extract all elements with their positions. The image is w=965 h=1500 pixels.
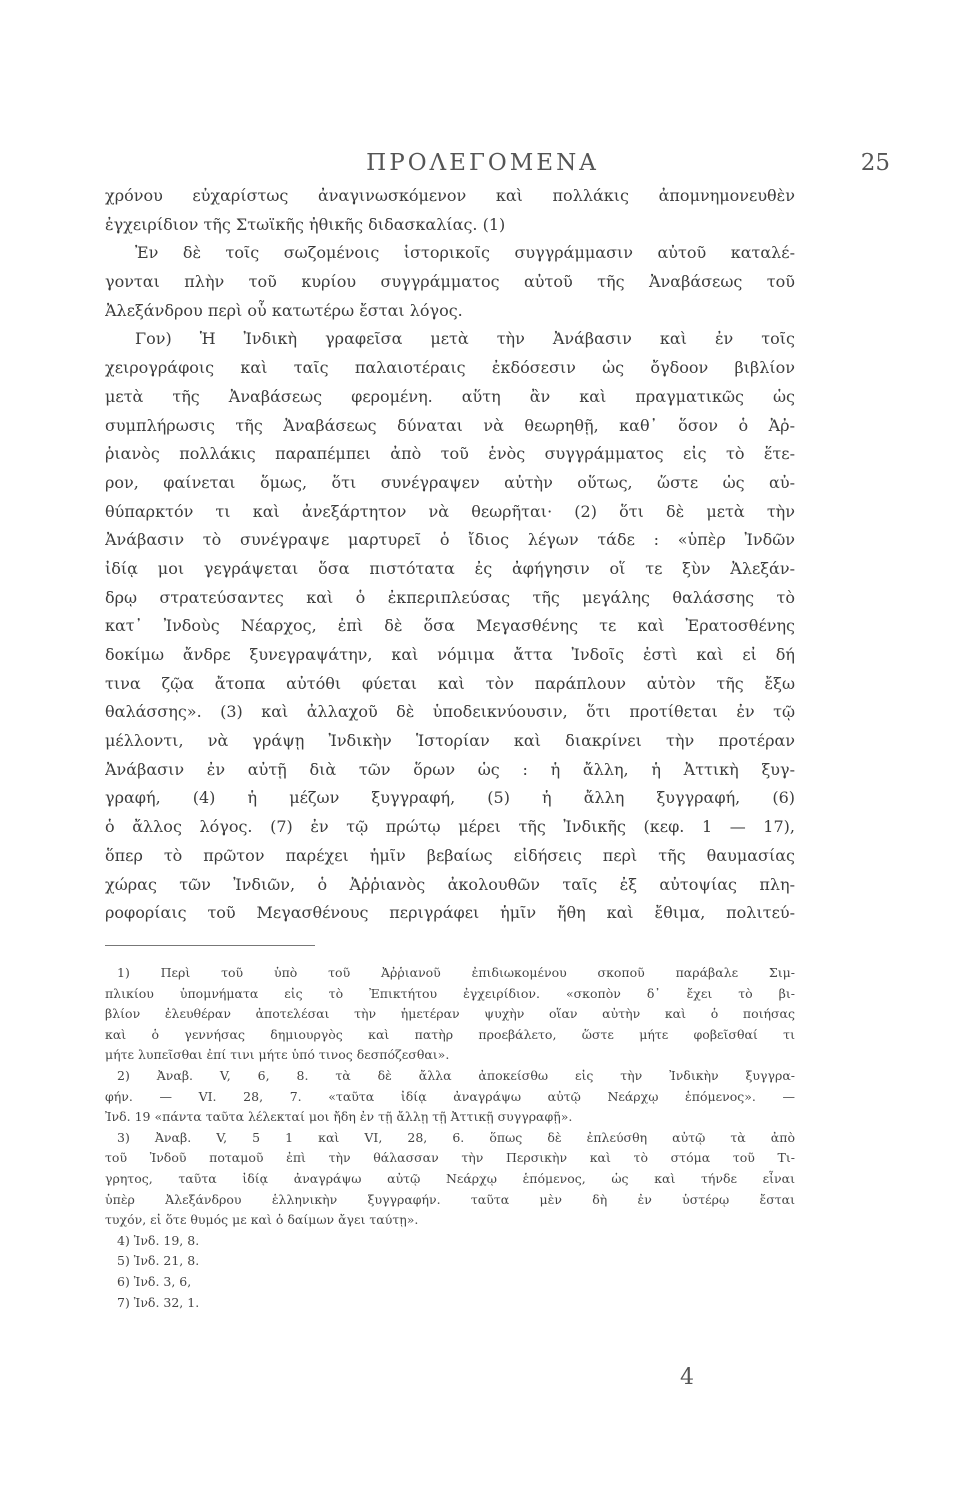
text-line: γραφή, (4) ἡ μέζων ξυγγραφή, (5) ἡ ἄλλη ξυγγραφή, (6): [105, 788, 795, 808]
text-line: θύπαρκτόν τι καὶ ἀνεξάρτητον νὰ θεωρῆται· (2) ὅτι δὲ μετὰ τὴν: [105, 501, 795, 521]
footnote-line: 2) Ἀναβ. V, 6, 8. τὰ δὲ ἄλλα ἀποκείσθω εἰς τὴν Ἰνδικὴν ξυγγρα-: [117, 1067, 795, 1083]
text-line: Ἐν δὲ τοῖς σωζομένοις ἱστορικοῖς συγγράμμασιν αὐτοῦ καταλέ-: [135, 243, 795, 263]
main-text: [105, 182, 795, 928]
page-number: 25: [860, 150, 890, 176]
text-line: τινα ζῷα ἄτοπα αὐτόθι φύεται καὶ τὸν παράπλουν αὐτὸν τῆς ἔξω: [105, 673, 795, 693]
text-line: χρόνου εὐχαρίστως ἀναγινωσκόμενον καὶ πολλάκις ἀπομνημονευθὲν: [105, 186, 795, 205]
text-line: ροφορίαις τοῦ Μεγασθένους περιγράφει ἡμῖν ἤθη καὶ ἔθιμα, πολιτεύ-: [105, 903, 795, 923]
footnote-line: Ἰνδ. 19 «πάντα ταῦτα λέλεκταί μοι ἤδη ἐν τῇ ἄλλῃ τῇ Ἀττικῇ συγγραφῇ».: [105, 1109, 573, 1125]
footnote-line: γρητος, ταῦτα ἰδίᾳ ἀναγράψω αὐτῷ Νεάρχῳ ἑπόμενος, ὡς καὶ τήνδε εἶναι: [105, 1170, 795, 1186]
footnote-line: βλίον ἐλευθέραν ἀποτελέσαι τὴν ἡμετέραν ψυχὴν οἵαν αὐτὴν καὶ ὁ ποιήσας: [105, 1006, 795, 1022]
text-line: συμπλήρωσις τῆς Ἀναβάσεως δύναται νὰ θεωρηθῇ, καθ᾽ ὅσον ὁ Ἀῤ-: [105, 415, 795, 435]
text-line: χώρας τῶν Ἰνδιῶν, ὁ Ἀῤῥιανὸς ἀκολουθῶν ταῖς ἐξ αὐτοψίας πλη-: [105, 874, 795, 894]
text-line: ῥιανὸς πολλάκις παραπέμπει ἀπὸ τοῦ ἑνὸς συγγράμματος εἰς τὸ ἕτε-: [105, 444, 795, 464]
footnotes: [105, 963, 795, 1313]
text-line: μετὰ τῆς Ἀναβάσεως φερομένη. αὕτη ἂν καὶ πραγματικῶς ὡς: [105, 386, 795, 406]
footnote-line: μήτε λυπεῖσθαι ἐπί τινι μήτε ὑπό τινος δεσπόζεσθαι».: [105, 1047, 450, 1063]
text-line: χειρογράφοις καὶ ταῖς παλαιοτέραις ἐκδόσεσιν ὡς ὄγδοον βιβλίον: [105, 358, 795, 378]
text-line: δοκίμω ἄνδρε ξυνεγραψάτην, καὶ νόμιμα ἄττα Ἰνδοῖς ἐστὶ καὶ εἰ δή: [105, 645, 795, 664]
footnote-line: τοῦ Ἰνδοῦ ποταμοῦ ἐπὶ τὴν θάλασσαν τὴν Περσικὴν καὶ τὸ στόμα τοῦ Τι-: [105, 1150, 795, 1166]
text-line: ἰδίᾳ μοι γεγράψεται ὅσα πιστότατα ἐς ἀφήγησιν οἵ τε ξὺν Ἀλεξάν-: [105, 558, 795, 578]
text-line: θαλάσσης». (3) καὶ ἀλλαχοῦ δὲ ὑποδεικνύουσιν, ὅτι προτίθεται ἐν τῷ: [105, 702, 795, 722]
footnote-line: 6) Ἰνδ. 3, 6,: [117, 1273, 192, 1289]
text-line: Ἀνάβασιν ἐν αὐτῇ διὰ τῶν ὅρων ὡς : ἡ ἄλλη, ἡ Ἀττικὴ ξυγ-: [105, 759, 795, 779]
text-line: Ἀλεξάνδρου περὶ οὗ κατωτέρω ἔσται λόγος.: [105, 300, 463, 320]
text-line: μέλλοντι, νὰ γράψῃ Ἰνδικὴν Ἱστορίαν καὶ διακρίνει τὴν προτέραν: [105, 731, 795, 751]
footnote-line: 5) Ἰνδ. 21, 8.: [117, 1253, 200, 1269]
signature-mark: 4: [680, 1365, 694, 1390]
footnote-line: ὑπὲρ Ἀλεξάνδρου ἑλληνικὴν ξυγγραφήν. ταῦτα μὲν δὴ ἐν ὑστέρῳ ἔσται: [105, 1191, 795, 1207]
text-line: ὁ ἄλλος λόγος. (7) ἐν τῷ πρώτῳ μέρει τῆς Ἰνδικῆς (κεφ. 1 — 17),: [105, 817, 795, 837]
text-line: δρῳ στρατεύσαντες καὶ ὁ ἐκπεριπλεύσας τῆς μεγάλης θαλάσσης τὸ: [105, 587, 795, 607]
footnote-line: 7) Ἰνδ. 32, 1.: [117, 1294, 200, 1310]
text-line: κατ᾽ Ἰνδοὺς Νέαρχος, ἐπὶ δὲ ὅσα Μεγασθένης τε καὶ Ἐρατοσθένης: [105, 616, 795, 636]
footnote-line: πλικίου ὑπομνήματα εἰς τὸ Ἐπικτήτου ἐγχειρίδιον. «σκοπὸν δ᾽ ἔχει τὸ βι-: [105, 985, 795, 1001]
footnote-line: 4) Ἰνδ. 19, 8.: [117, 1232, 200, 1248]
footnote-line: 1) Περὶ τοῦ ὑπὸ τοῦ Ἀῤῥιανοῦ ἐπιδιωκομένου σκοποῦ παράβαλε Σιμ-: [117, 965, 795, 980]
text-line: ὅπερ τὸ πρῶτον παρέχει ἡμῖν βεβαίως εἰδήσεις περὶ τῆς θαυμασίας: [105, 845, 795, 865]
text-line: γονται πλὴν τοῦ κυρίου συγγράμματος αὐτοῦ τῆς Ἀναβάσεως τοῦ: [105, 272, 795, 292]
footnote-line: καὶ ὁ γεννήσας δημιουργὸς καὶ πατὴρ προεβάλετο, ὥστε μήτε φοβεῖσθαί τι: [105, 1026, 795, 1042]
text-line: ἐγχειρίδιον τῆς Στωϊκῆς ἠθικῆς διδασκαλίας. (1): [105, 214, 506, 234]
text-line: Ἀνάβασιν τὸ συνέγραψε μαρτυρεῖ ὁ ἴδιος λέγων τάδε : «ὑπὲρ Ἰνδῶν: [105, 530, 795, 550]
running-head-title: ΠΡΟΛΕΓΟΜΕΝΑ: [366, 150, 599, 176]
footnote-separator: [105, 945, 315, 946]
footnote-line: φήν. — VI. 28, 7. «ταῦτα ἰδίᾳ ἀναγράψω αὐτῷ Νεάρχῳ ἑπόμενος». —: [105, 1088, 795, 1104]
footnote-line: τυχόν, εἰ ὅτε θυμός με καὶ ὁ δαίμων ἄγει ταύτῃ».: [105, 1212, 419, 1228]
footnote-line: 3) Ἀναβ. V, 5 1 καὶ VI, 28, 6. ὅπως δὲ ἐπλεύσθη αὐτῷ τὰ ἀπὸ: [117, 1129, 795, 1145]
text-line: ρον, φαίνεται ὅμως, ὅτι συνέγραψεν αὐτὴν οὕτως, ὥστε ὡς αὐ-: [105, 472, 795, 492]
text-line: Γον) Ἡ Ἰνδικὴ γραφεῖσα μετὰ τὴν Ἀνάβασιν καὶ ἐν τοῖς: [135, 329, 795, 349]
